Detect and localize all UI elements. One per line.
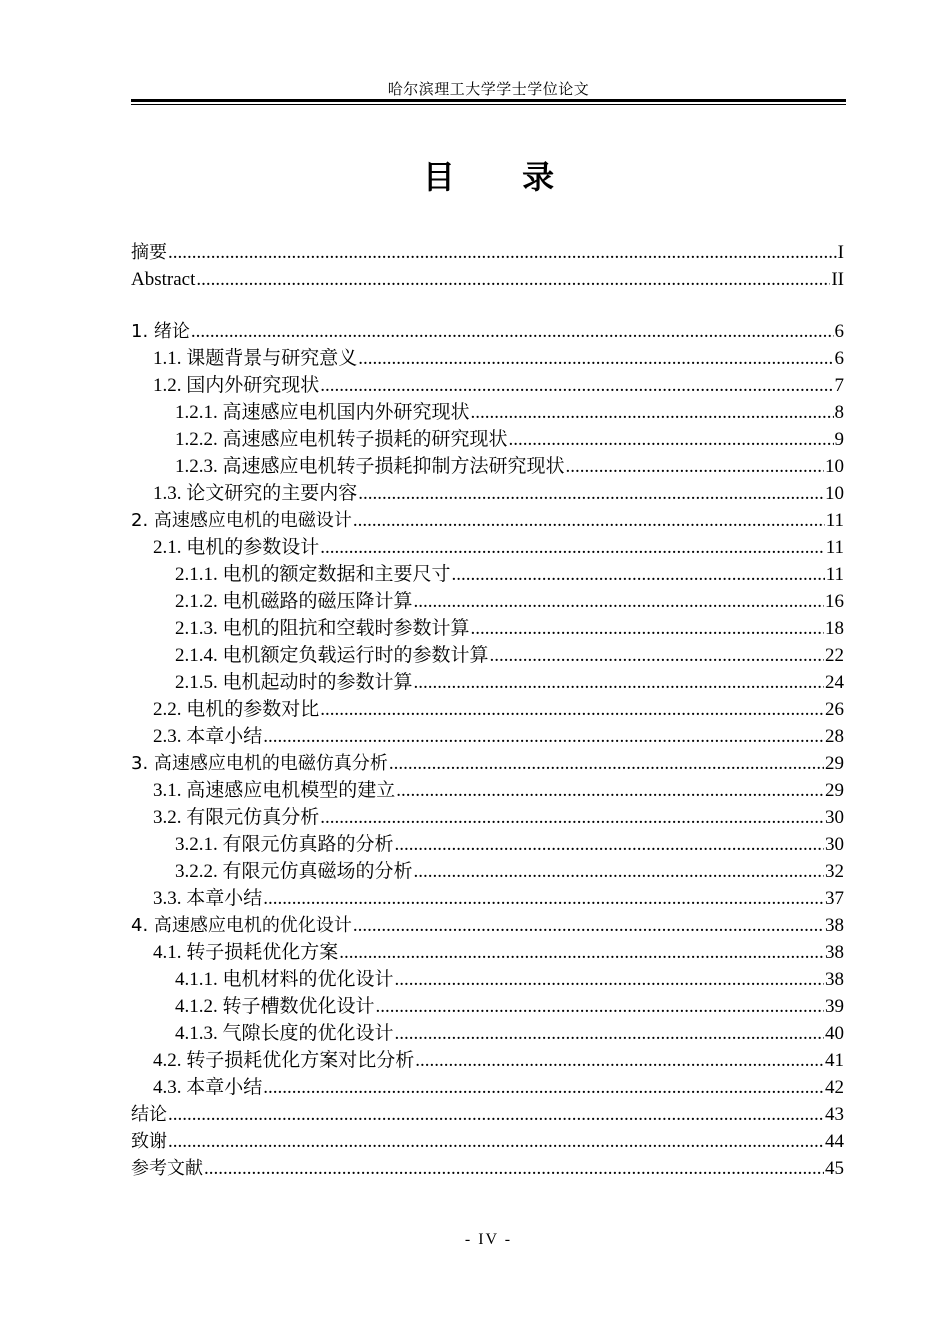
toc-dot-leader <box>414 858 824 885</box>
toc-dot-leader <box>471 615 824 642</box>
toc-entry-label: 结论 <box>131 1104 167 1125</box>
toc-entry-page-number: 42 <box>825 1077 844 1098</box>
toc-dot-leader <box>204 1155 824 1182</box>
toc-entry-label: 3.2.2. 有限元仿真磁场的分析 <box>175 861 413 882</box>
toc-dot-leader <box>376 993 824 1020</box>
toc-entry-label: 3.1. 高速感应电机模型的建立 <box>153 780 396 801</box>
toc-entry[interactable] <box>131 1074 844 1101</box>
toc-entry[interactable] <box>131 750 844 777</box>
toc-entry[interactable] <box>131 345 844 372</box>
toc-entry-page-number: 29 <box>825 753 844 774</box>
toc-entry[interactable] <box>131 669 844 696</box>
toc-entry[interactable] <box>131 318 844 345</box>
toc-entry[interactable] <box>131 723 844 750</box>
toc-dot-leader <box>320 696 824 723</box>
toc-entry[interactable] <box>131 399 844 426</box>
toc-entry-page-number: 11 <box>825 510 844 531</box>
toc-entry-label: 1.2. 国内外研究现状 <box>153 375 320 396</box>
toc-entry[interactable] <box>131 885 844 912</box>
toc-dot-leader <box>320 804 824 831</box>
toc-entry-page-number: 43 <box>825 1104 844 1125</box>
toc-entry-label: 2.1.2. 电机磁路的磁压降计算 <box>175 591 413 612</box>
toc-dot-leader <box>263 885 824 912</box>
toc-entry-label: 1.2.3. 高速感应电机转子损耗抑制方法研究现状 <box>175 456 565 477</box>
toc-dot-leader <box>414 669 824 696</box>
toc-entry-label: 4.2. 转子损耗优化方案对比分析 <box>153 1050 415 1071</box>
toc-dot-leader <box>452 561 825 588</box>
toc-entry-page-number: 38 <box>825 969 844 990</box>
toc-entry[interactable] <box>131 642 844 669</box>
toc-entry-page-number: 11 <box>825 564 844 585</box>
toc-entry[interactable] <box>131 453 844 480</box>
toc-entry-label: 2. 高速感应电机的电磁设计 <box>131 510 352 531</box>
toc-dot-leader <box>395 966 824 993</box>
page-number: - IV - <box>464 1231 513 1248</box>
toc-entry-page-number: 30 <box>825 834 844 855</box>
toc-entry-page-number: 44 <box>825 1131 844 1152</box>
toc-entry-label: 3. 高速感应电机的电磁仿真分析 <box>131 753 388 774</box>
toc-dot-leader <box>509 426 834 453</box>
toc-entry-label: 2.1.4. 电机额定负载运行时的参数计算 <box>175 645 489 666</box>
toc-entry-page-number: 40 <box>825 1023 844 1044</box>
toc-entry-label: 2.3. 本章小结 <box>153 726 263 747</box>
toc-dot-leader <box>353 912 824 939</box>
toc-entry-page-number: 8 <box>834 402 844 423</box>
toc-dot-leader <box>415 1047 824 1074</box>
toc-dot-leader <box>168 1101 824 1128</box>
toc-entry-label: 4.1.1. 电机材料的优化设计 <box>175 969 394 990</box>
toc-entry-page-number: 29 <box>825 780 844 801</box>
toc-entry[interactable] <box>131 588 844 615</box>
toc-entry-label: 参考文献 <box>131 1158 203 1179</box>
page-title: 目 录 <box>422 158 583 196</box>
toc-entry[interactable] <box>131 1155 844 1182</box>
toc-entry-page-number: 6 <box>834 348 844 369</box>
toc-entry-label: 2.1.3. 电机的阻抗和空载时参数计算 <box>175 618 470 639</box>
toc-entry[interactable] <box>131 831 844 858</box>
toc-entry-page-number: I <box>837 242 844 263</box>
toc-entry-label: 1.1. 课题背景与研究意义 <box>153 348 358 369</box>
toc-dot-leader <box>389 750 824 777</box>
toc-dot-leader <box>320 372 833 399</box>
toc-entry[interactable] <box>131 993 844 1020</box>
toc-entry-page-number: 9 <box>834 429 844 450</box>
toc-entry-page-number: 18 <box>825 618 844 639</box>
toc-entry[interactable] <box>131 912 844 939</box>
toc-entry[interactable] <box>131 1128 844 1155</box>
toc-entry-label: 3.2. 有限元仿真分析 <box>153 807 320 828</box>
toc-entry-label: 4.1. 转子损耗优化方案 <box>153 942 339 963</box>
toc-dot-leader <box>395 1020 824 1047</box>
toc-dot-leader <box>168 239 837 266</box>
toc-entry[interactable] <box>131 615 844 642</box>
toc-dot-leader <box>353 507 825 534</box>
toc-dot-leader <box>196 266 830 293</box>
running-header: 哈尔滨理工大学学士学位论文 <box>387 82 590 98</box>
toc-entry[interactable] <box>131 1101 844 1128</box>
toc-entry-page-number: 39 <box>825 996 844 1017</box>
toc-dot-leader <box>358 345 833 372</box>
toc-entry[interactable] <box>131 696 844 723</box>
toc-entry-label: 1.2.1. 高速感应电机国内外研究现状 <box>175 402 470 423</box>
toc-entry[interactable] <box>131 239 844 266</box>
toc-entry-label: 2.1.1. 电机的额定数据和主要尺寸 <box>175 564 451 585</box>
toc-entry-page-number: 10 <box>825 456 844 477</box>
toc-entry-label: 致谢 <box>131 1131 167 1152</box>
toc-entry[interactable] <box>131 266 844 293</box>
toc-entry-page-number: 28 <box>825 726 844 747</box>
toc-entry-label: Abstract <box>131 269 196 290</box>
toc-dot-leader <box>358 480 824 507</box>
toc-entry-page-number: 7 <box>834 375 844 396</box>
toc-entry[interactable] <box>131 426 844 453</box>
toc-entry-page-number: 38 <box>825 942 844 963</box>
toc-dot-leader <box>320 534 824 561</box>
toc-entry-page-number: 10 <box>825 483 844 504</box>
toc-entry[interactable] <box>131 966 844 993</box>
toc-dot-leader <box>168 1128 824 1155</box>
toc-entry-page-number: 6 <box>834 321 844 342</box>
toc-entry-label: 2.1. 电机的参数设计 <box>153 537 320 558</box>
toc-dot-leader <box>414 588 824 615</box>
header-rule-thick <box>131 99 846 102</box>
toc-entry[interactable] <box>131 1047 844 1074</box>
toc-entry-page-number: 26 <box>825 699 844 720</box>
toc-entry[interactable] <box>131 372 844 399</box>
toc-entry-page-number: 30 <box>825 807 844 828</box>
toc-entry-page-number: 11 <box>825 537 844 558</box>
table-of-contents <box>131 239 844 1182</box>
toc-dot-leader <box>395 831 824 858</box>
toc-dot-leader <box>191 318 834 345</box>
toc-dot-leader <box>471 399 834 426</box>
toc-dot-leader <box>263 1074 824 1101</box>
toc-entry-label: 2.1.5. 电机起动时的参数计算 <box>175 672 413 693</box>
toc-entry[interactable] <box>131 939 844 966</box>
toc-entry[interactable] <box>131 804 844 831</box>
toc-entry-label: 4. 高速感应电机的优化设计 <box>131 915 352 936</box>
toc-entry-page-number: 24 <box>825 672 844 693</box>
header-rule-thin <box>131 104 846 105</box>
toc-entry-page-number: 45 <box>825 1158 844 1179</box>
toc-entry-page-number: II <box>831 269 844 290</box>
toc-entry-page-number: 16 <box>825 591 844 612</box>
toc-entry-label: 4.1.2. 转子槽数优化设计 <box>175 996 375 1017</box>
toc-entry-page-number: 37 <box>825 888 844 909</box>
toc-dot-leader <box>263 723 824 750</box>
toc-entry-label: 4.1.3. 气隙长度的优化设计 <box>175 1023 394 1044</box>
toc-entry-page-number: 22 <box>825 645 844 666</box>
toc-entry[interactable] <box>131 534 844 561</box>
toc-entry-label: 2.2. 电机的参数对比 <box>153 699 320 720</box>
toc-entry[interactable] <box>131 777 844 804</box>
toc-entry[interactable] <box>131 858 844 885</box>
toc-entry-label: 摘要 <box>131 242 167 263</box>
toc-dot-leader <box>566 453 824 480</box>
toc-entry[interactable] <box>131 561 844 588</box>
toc-dot-leader <box>339 939 824 966</box>
toc-entry-label: 1.2.2. 高速感应电机转子损耗的研究现状 <box>175 429 508 450</box>
toc-entry-label: 1. 绪论 <box>131 321 190 342</box>
toc-entry[interactable] <box>131 1020 844 1047</box>
toc-entry-page-number: 41 <box>825 1050 844 1071</box>
toc-entry-page-number: 38 <box>825 915 844 936</box>
toc-dot-leader <box>490 642 824 669</box>
toc-entry[interactable] <box>131 480 844 507</box>
toc-entry-page-number: 32 <box>825 861 844 882</box>
toc-entry[interactable] <box>131 507 844 534</box>
toc-entry-label: 4.3. 本章小结 <box>153 1077 263 1098</box>
toc-entry-label: 1.3. 论文研究的主要内容 <box>153 483 358 504</box>
toc-dot-leader <box>396 777 824 804</box>
toc-entry-label: 3.2.1. 有限元仿真路的分析 <box>175 834 394 855</box>
toc-entry-label: 3.3. 本章小结 <box>153 888 263 909</box>
